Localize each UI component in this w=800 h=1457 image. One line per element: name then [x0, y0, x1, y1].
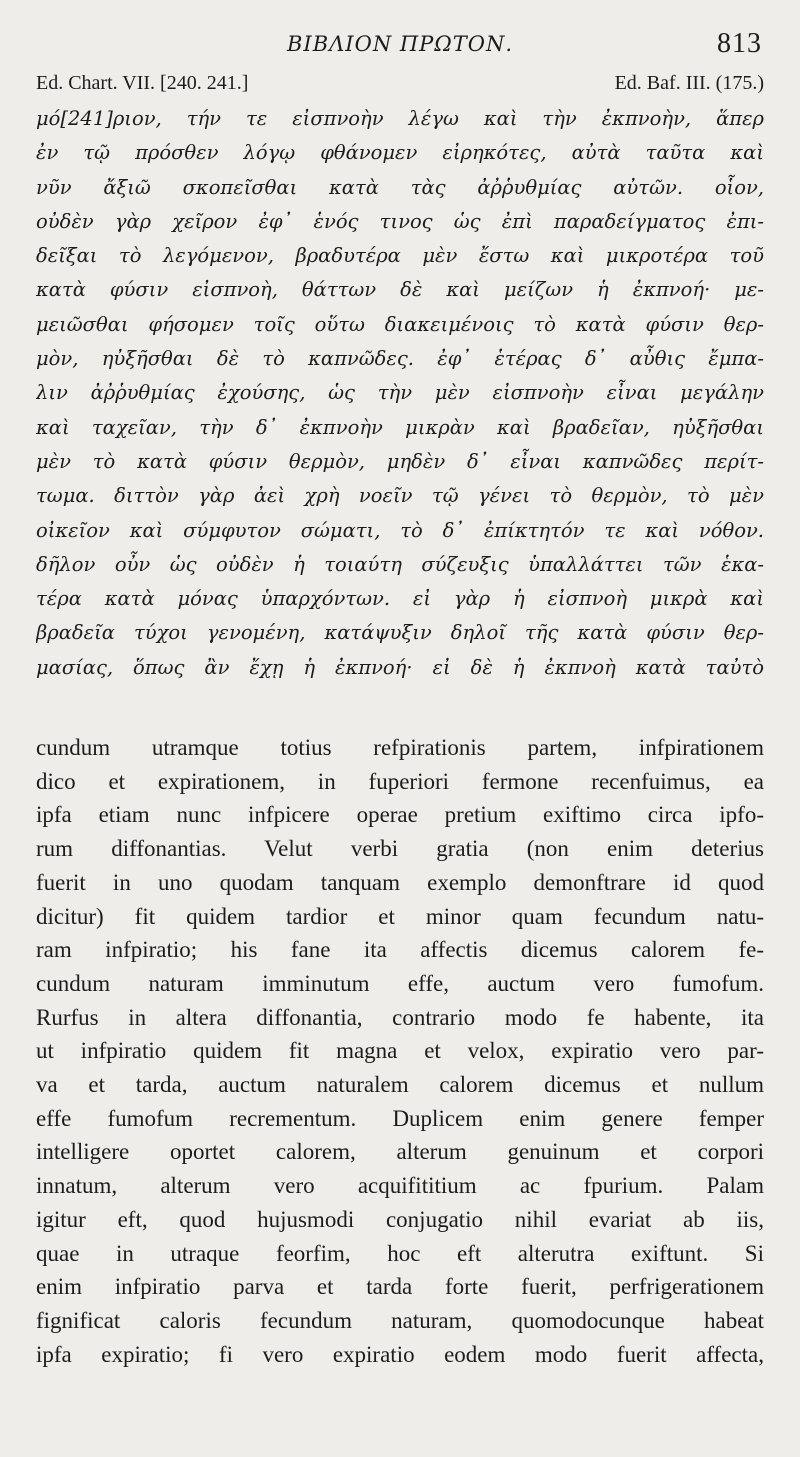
- latin-line: igitur eft, quod hujusmodi conjugatio nihil evariat ab iis,: [36, 1206, 764, 1232]
- latin-line: Rurfus in altera diffonantia, contrario modo fe habente, ita: [36, 1004, 764, 1030]
- greek-line: ἐν τῷ πρόσθεν λόγῳ φθάνομεν εἰρηκότες, αὐτὰ ταῦτα καὶ: [36, 141, 764, 165]
- latin-line: rum diffonantias. Velut verbi gratia (non enim deterius: [36, 836, 764, 862]
- latin-line: intelligere oportet calorem, alterum genuinum et corpori: [36, 1139, 764, 1165]
- latin-line: cundum naturam imminutum effe, auctum vero fumofum.: [36, 970, 764, 996]
- latin-line: ipfa expiratio; fi vero expiratio eodem modo fuerit affecta,: [36, 1341, 764, 1367]
- latin-line: quae in utraque feorfim, hoc eft alterutra exiftunt. Si: [36, 1240, 764, 1266]
- latin-line: ram infpiratio; his fane ita affectis dicemus calorem fe-: [36, 937, 764, 963]
- greek-line: μειῶσθαι φήσομεν τοῖς οὕτω διακειμένοις τὸ κατὰ φύσιν θερ-: [36, 312, 764, 336]
- latin-line: ut infpiratio quidem fit magna et velox, expiratio vero par-: [36, 1038, 764, 1064]
- latin-text-block: [36, 731, 764, 1371]
- running-title: ΒΙΒΛΙΟΝ ΠΡΩΤΟΝ.: [286, 32, 513, 56]
- greek-line: καὶ ταχεῖαν, τὴν δ᾽ ἐκπνοὴν μικρὰν καὶ βραδεῖαν, ηὐξῆσθαι: [36, 415, 764, 439]
- latin-line: fignificat caloris fecundum naturam, quomodocunque habeat: [36, 1308, 764, 1333]
- latin-line: fuerit in uno quodam tanquam exemplo demonftrare id quod: [36, 869, 764, 895]
- greek-line: νῦν ἄξιῶ σκοπεῖσθαι κατὰ τὰς ἀῤῥυθμίας αὐτῶν. οἷον,: [36, 175, 764, 199]
- edition-basel-reference: Ed. Baf. III. (175.): [614, 72, 764, 94]
- latin-line: va et tarda, auctum naturalem calorem dicemus et nullum: [36, 1072, 764, 1098]
- greek-text-block: [36, 102, 764, 685]
- greek-line: τωμα. διττὸν γὰρ ἀεὶ χρὴ νοεῖν τῷ γένει τὸ θερμὸν, τὸ μὲν: [36, 484, 764, 508]
- greek-line: οὐδὲν γὰρ χεῖρον ἐφ᾽ ἑνός τινος ὡς ἐπὶ παραδείγματος ἐπι-: [36, 209, 764, 233]
- greek-line: μασίας, ὅπως ἂν ἔχῃ ἡ ἐκπνοή· εἰ δὲ ἡ ἐκπνοὴ κατὰ ταὐτὸ: [36, 655, 764, 679]
- greek-line: δεῖξαι τὸ λεγόμενον, βραδυτέρα μὲν ἔστω καὶ μικροτέρα τοῦ: [36, 244, 764, 268]
- greek-line: μὸν, ηὐξῆσθαι δὲ τὸ καπνῶδες. ἐφ᾽ ἑτέρας δ᾽ αὖθις ἔμπα-: [36, 347, 764, 371]
- greek-line: τέρα κατὰ μόνας ὑπαρχόντων. εἰ γὰρ ἡ εἰσπνοὴ μικρὰ καὶ: [36, 587, 764, 611]
- latin-line: dicitur) fit quidem tardior et minor quam fecundum natu-: [36, 903, 764, 929]
- greek-line: μὲν τὸ κατὰ φύσιν θερμὸν, μηδὲν δ᾽ εἶναι καπνῶδες περίτ-: [36, 449, 764, 473]
- greek-line: μό[241]ριον, τήν τε εἰσπνοὴν λέγω καὶ τὴν ἐκπνοὴν, ἅπερ: [36, 107, 764, 130]
- latin-line: innatum, alterum vero acquifititium ac fpurium. Palam: [36, 1173, 764, 1199]
- greek-line: κατὰ φύσιν εἰσπνοὴ, θάττων δὲ καὶ μείζων ἡ ἐκπνοή· με-: [36, 278, 764, 302]
- latin-line: dico et expirationem, in fuperiori fermone recenfuimus, ea: [36, 768, 764, 794]
- running-head: [36, 0, 764, 68]
- greek-line: δῆλον οὖν ὡς οὐδὲν ἡ τοιαύτη σύζευξις ὑπαλλάττει τῶν ἑκα-: [36, 552, 764, 576]
- latin-line: cundum utramque totius refpirationis partem, infpirationem: [36, 735, 764, 761]
- latin-line: effe fumofum recrementum. Duplicem enim genere femper: [36, 1105, 764, 1131]
- greek-line: οἰκεῖον καὶ σύμφυτον σώματι, τὸ δ᾽ ἐπίκτητόν τε καὶ νόθον.: [36, 518, 764, 542]
- greek-line: λιν ἀῤῥυθμίας ἐχούσης, ὡς τὴν μὲν εἰσπνοὴν εἶναι μεγάλην: [36, 381, 764, 405]
- greek-line: βραδεῖα τύχοι γενομένη, κατάψυξιν δηλοῖ τῆς κατὰ φύσιν θερ-: [36, 621, 764, 645]
- page-number: 813: [717, 28, 762, 59]
- latin-line: enim infpiratio parva et tarda forte fuerit, perfrigerationem: [36, 1274, 764, 1300]
- latin-line: ipfa etiam nunc infpicere operae pretium exiftimo circa ipfo-: [36, 802, 764, 828]
- edition-reference-line: [36, 68, 764, 102]
- edition-chart-reference: Ed. Chart. VII. [240. 241.]: [36, 72, 249, 94]
